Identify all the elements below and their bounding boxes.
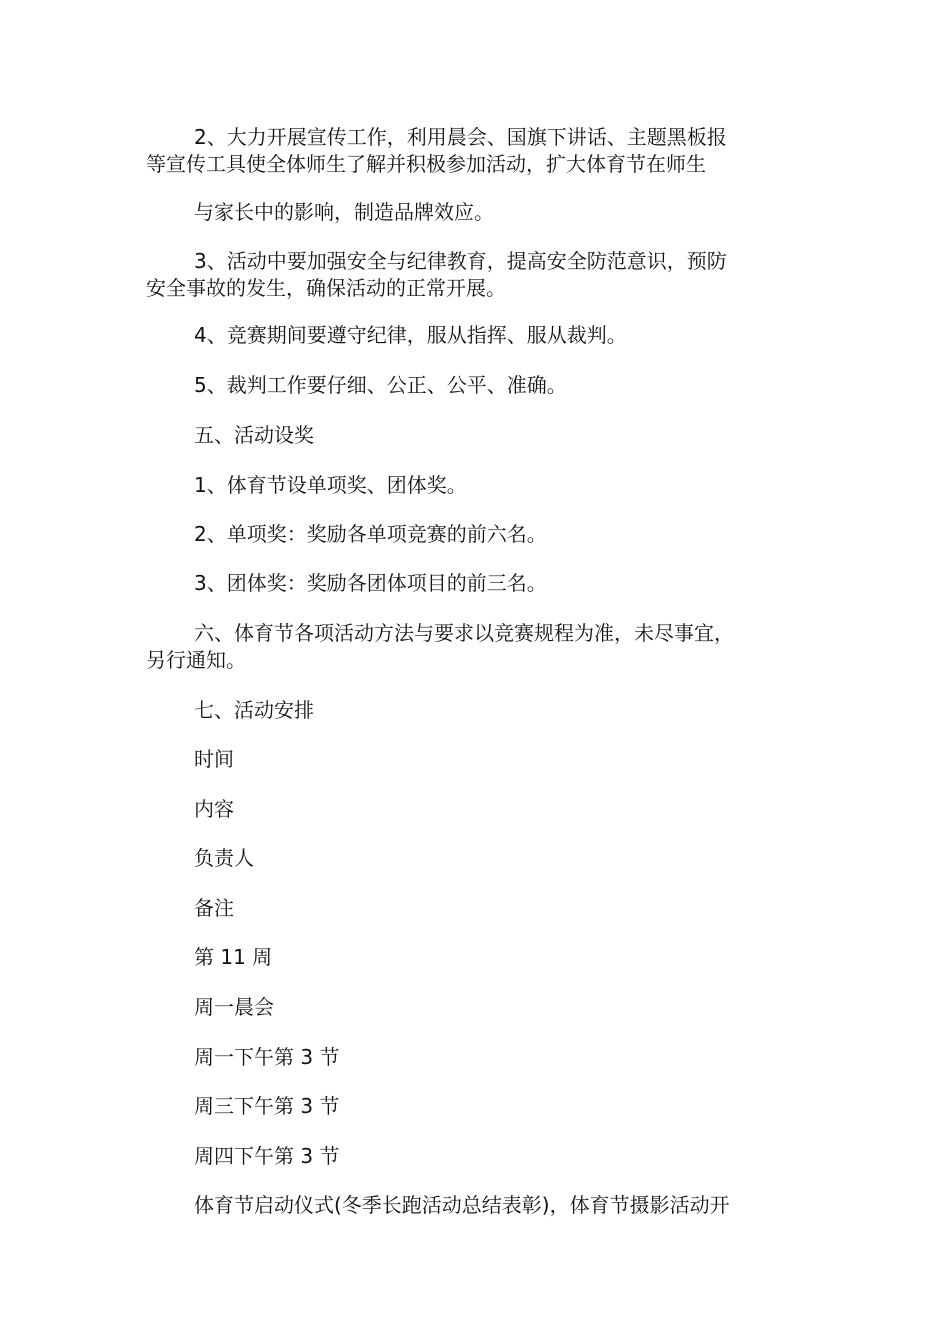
paragraph-line: 第 11 周 bbox=[194, 945, 273, 969]
paragraph-line: 内容 bbox=[194, 797, 234, 821]
paragraph-line: 4、竞赛期间要遵守纪律，服从指挥、服从裁判。 bbox=[194, 323, 627, 347]
schedule-header-time bbox=[146, 746, 806, 773]
paragraph-discipline bbox=[146, 322, 806, 349]
paragraph-line: 2、单项奖：奖励各单项竞赛的前六名。 bbox=[194, 522, 547, 546]
schedule-slot-monday-afternoon bbox=[146, 1044, 806, 1071]
schedule-header-content bbox=[146, 796, 806, 823]
paragraph-line: 2、大力开展宣传工作，利用晨会、国旗下讲话、主题黑板报 bbox=[194, 125, 727, 149]
schedule-header-notes bbox=[146, 895, 806, 922]
paragraph-individual-award bbox=[146, 521, 806, 548]
paragraph-line: 五、活动设奖 bbox=[194, 423, 314, 447]
paragraph-referee bbox=[146, 372, 806, 399]
paragraph-line: 周一下午第 3 节 bbox=[194, 1045, 340, 1069]
paragraph-line: 七、活动安排 bbox=[194, 698, 314, 722]
section-heading-schedule bbox=[146, 697, 806, 724]
paragraph-influence bbox=[146, 199, 806, 226]
paragraph-award-types bbox=[146, 472, 806, 499]
paragraph-line: 5、裁判工作要仔细、公正、公平、准确。 bbox=[194, 373, 567, 397]
paragraph-publicity bbox=[146, 124, 806, 178]
section-heading-rules bbox=[146, 620, 806, 674]
paragraph-safety bbox=[146, 248, 806, 302]
schedule-slot-wednesday-afternoon bbox=[146, 1093, 806, 1120]
paragraph-line: 六、体育节各项活动方法与要求以竞赛规程为准，未尽事宜， bbox=[194, 621, 734, 645]
paragraph-line: 安全事故的发生，确保活动的正常开展。 bbox=[146, 276, 506, 300]
paragraph-line: 另行通知。 bbox=[146, 648, 246, 672]
schedule-slot-monday-morning bbox=[146, 994, 806, 1021]
paragraph-line: 等宣传工具使全体师生了解并积极参加活动，扩大体育节在师生 bbox=[146, 152, 706, 176]
schedule-header-person bbox=[146, 845, 806, 872]
paragraph-line: 1、体育节设单项奖、团体奖。 bbox=[194, 473, 467, 497]
paragraph-line: 周三下午第 3 节 bbox=[194, 1094, 340, 1118]
paragraph-line: 3、团体奖：奖励各团体项目的前三名。 bbox=[194, 571, 547, 595]
section-heading-awards bbox=[146, 422, 806, 449]
schedule-week bbox=[146, 944, 806, 971]
schedule-slot-thursday-afternoon bbox=[146, 1143, 806, 1170]
paragraph-line: 时间 bbox=[194, 747, 234, 771]
paragraph-line: 周四下午第 3 节 bbox=[194, 1144, 340, 1168]
paragraph-team-award bbox=[146, 570, 806, 597]
paragraph-line: 周一晨会 bbox=[194, 995, 274, 1019]
schedule-opening-ceremony bbox=[146, 1192, 806, 1219]
paragraph-line: 备注 bbox=[194, 896, 234, 920]
paragraph-line: 体育节启动仪式(冬季长跑活动总结表彰)，体育节摄影活动开 bbox=[194, 1193, 730, 1217]
paragraph-line: 3、活动中要加强安全与纪律教育，提高安全防范意识，预防 bbox=[194, 249, 727, 273]
paragraph-line: 负责人 bbox=[194, 846, 254, 870]
paragraph-line: 与家长中的影响，制造品牌效应。 bbox=[194, 200, 494, 224]
